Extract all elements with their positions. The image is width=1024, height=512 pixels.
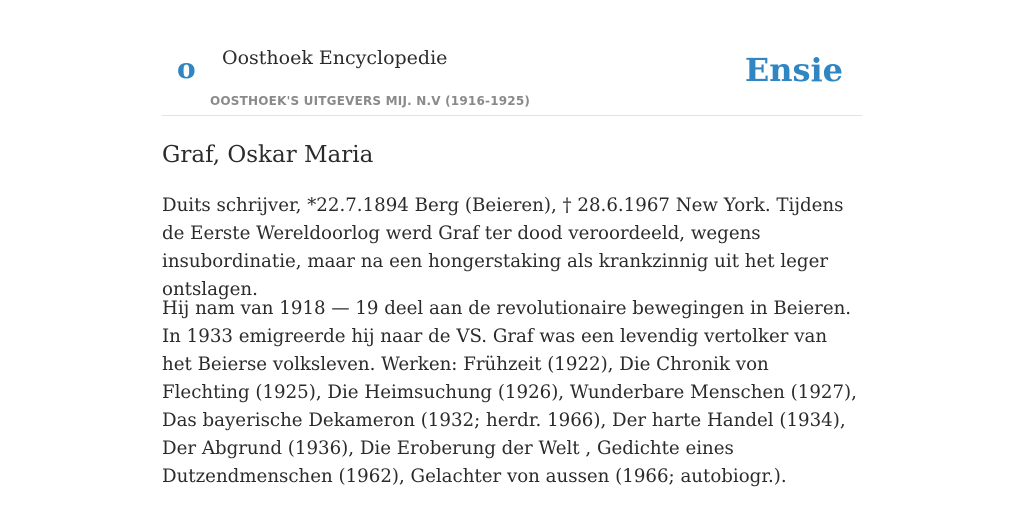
entry-paragraph: Duits schrijver, *22.7.1894 Berg (Beieren), † 28.6.1967 New York. Tijdens de Eerste Wereldoorlog werd Graf ter dood veroordeeld, wegens insubordinatie, maar na een hongerstaking als krankzinnig uit het leger ontslagen. xyxy=(162,195,844,300)
entry-paragraph: Hij nam van 1918 — 19 deel aan de revolutionaire bewegingen in Beieren. In 1933 emigreerde hij naar de VS. Graf was een levendig vertolker van het Beierse volksleven. Werken: Frühzeit (1922), Die Chronik von Flechting (1925), Die Heimsuchung (1926), Wunderbare Menschen (1927), Das bayerische Dekameron (1932; herdr. 1966), Der harte Handel (1934), Der Abgrund (1936), Die Eroberung der Welt , Gedichte eines Dutzendmenschen (1962), Gelachter von aussen (1966; autobiogr.). xyxy=(162,298,857,487)
publication-title[interactable]: Oosthoek Encyclopedie xyxy=(222,47,448,69)
encyclopedia-page xyxy=(162,0,862,487)
page-header xyxy=(162,0,862,116)
entry-title: Graf, Oskar Maria xyxy=(162,142,374,168)
publication-logo[interactable]: o xyxy=(177,52,196,85)
publisher-subtitle: OOSTHOEK'S UITGEVERS MIJ. N.V (1916-1925) xyxy=(210,94,531,108)
ensie-brand-logo[interactable]: Ensie xyxy=(744,51,843,89)
